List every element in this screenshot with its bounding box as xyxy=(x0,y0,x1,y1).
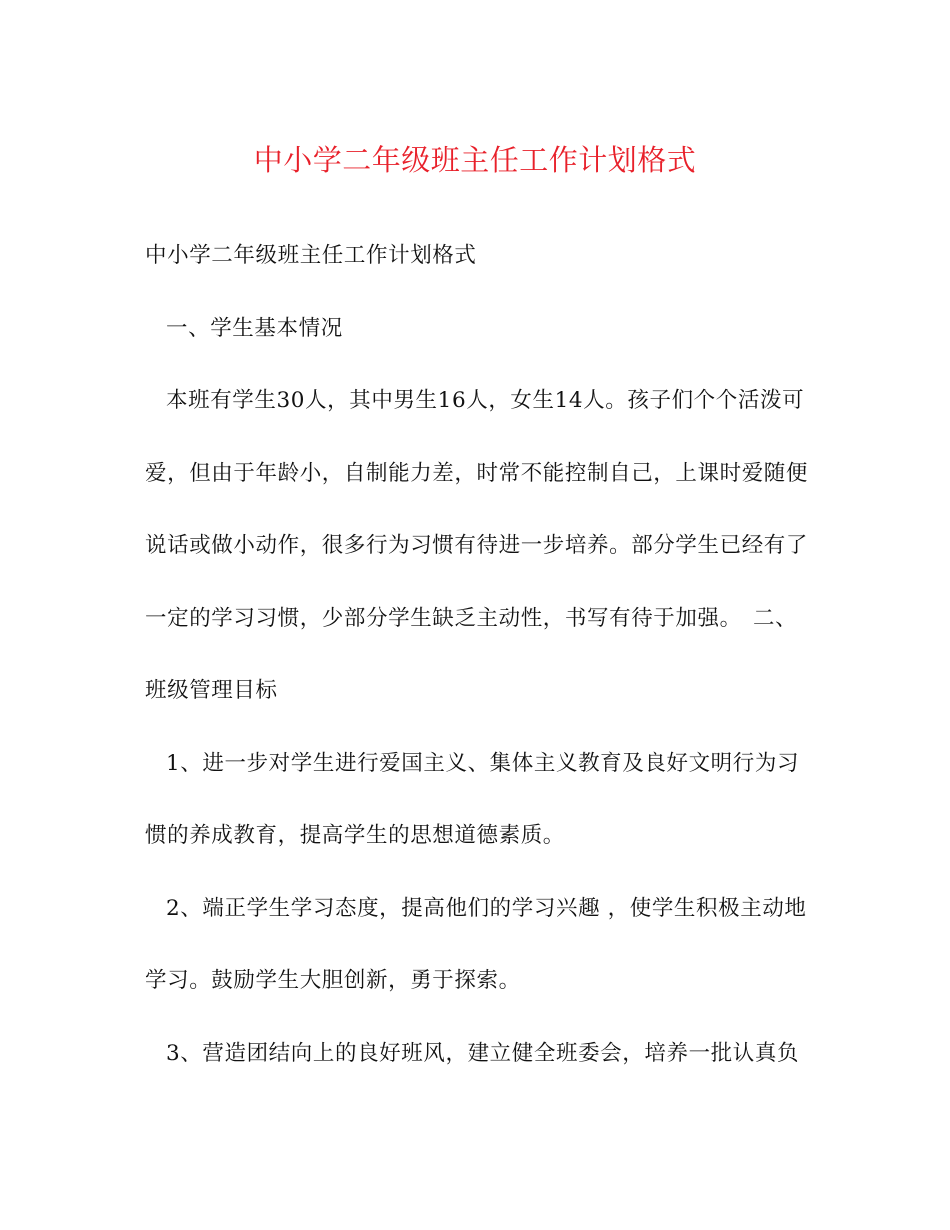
paragraph-heading: 中小学二年级班主任工作计划格式 xyxy=(145,243,477,268)
paragraph-goal-3: 3、营造团结向上的良好班风，建立健全班委会，培养一批认真负 xyxy=(166,1040,800,1066)
document-body xyxy=(145,220,810,1090)
paragraph-student-info: 本班有学生30人，其中男生16人，女生14人。孩子们个个活泼可爱，但由于年龄小，自制能力差，时常不能控制自己，上课时爱随便说话或做小动作，很多行为习惯有待进一步培养。部分学生已经有了一定的学习习惯，少部分学生缺乏主动性，书写有待于加强。 二、班级管理目标 xyxy=(145,388,809,703)
paragraph-goal-2: 2、端正学生学习态度，提高他们的学习兴趣 ，使学生积极主动地学习。鼓励学生大胆创新，勇于探索。 xyxy=(145,895,807,993)
paragraph-section-1-title: 一、学生基本情况 xyxy=(166,315,343,341)
paragraph-goal-1: 1、进一步对学生进行爱国主义、集体主义教育及良好文明行为习惯的养成教育，提高学生的思想道德素质。 xyxy=(145,750,800,848)
document-title: 中小学二年级班主任工作计划格式 xyxy=(253,143,697,177)
